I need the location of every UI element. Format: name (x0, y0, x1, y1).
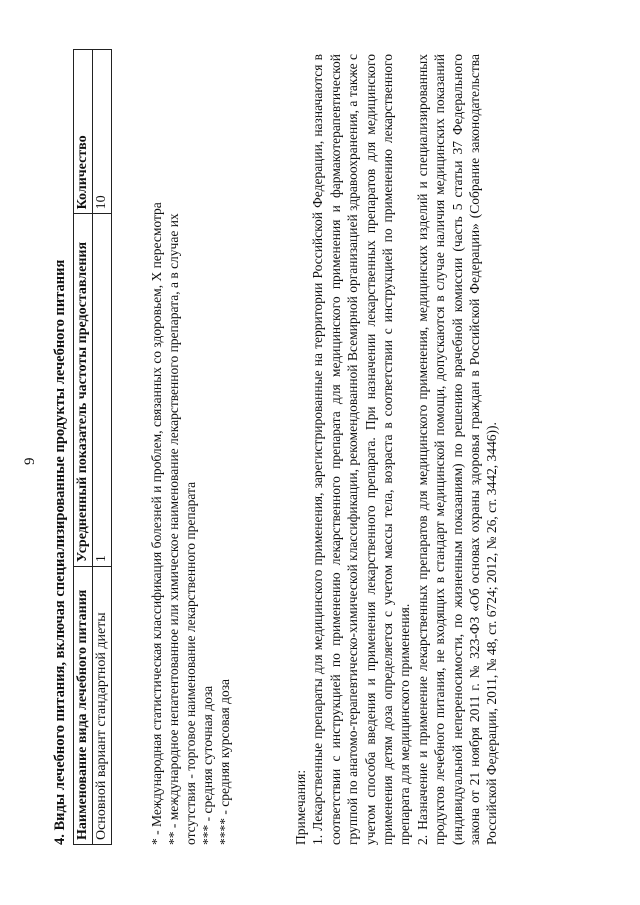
diet-table (73, 49, 112, 845)
footnote-daily-dose: *** - средняя суточная доза (200, 685, 215, 845)
note-1: 1. Лекарственные препараты для медицинского применения, зарегистрированные на территории Российской Федерации, назначаются в соответствии с инструкцией по применению лекарственного препарата для медицинского применения и фармакотерапевтической группой по анатомо-терапевтическо-химической классификации, рекомендованной Всемирной организацией здравоохранения, а также с учетом способа введения и применения лекарственного препарата. При назначении лекарственных препаратов для медицинского применения детям доза определяется с учетом массы тела, возраста в соответствии с инструкцией по применению лекарственного препарата для медицинского применения. (310, 54, 413, 845)
footnote-icd: * - Международная статистическая классификация болезней и проблем, связанных со здоровьем, X пересмотра (149, 202, 164, 845)
table-row (93, 50, 112, 845)
page-number: 9 (22, 457, 38, 465)
footnote-course-dose: **** - средняя курсовая доза (217, 678, 232, 845)
footnotes (148, 55, 233, 845)
footnote-inn-cont: отсутствия - торговое наименование лекарственного препарата (183, 481, 198, 845)
cell-diet-name: Основной вариант стандартной диеты (93, 567, 112, 845)
notes-heading: Примечания: (293, 769, 308, 845)
table-header-row (74, 50, 93, 845)
notes-section (292, 54, 501, 845)
footnote-inn: ** - международное непатентованное или химическое наименование лекарственного препарата, а в случае их (166, 213, 181, 845)
section-title: 4. Виды лечебного питания, включая специализированные продукты лечебного питания (52, 259, 68, 845)
column-header-name: Наименование вида лечебного питания (74, 567, 93, 845)
column-header-frequency: Усредненный показатель частоты предоставления (74, 214, 93, 567)
column-header-quantity: Количество (74, 50, 93, 214)
cell-frequency: 1 (93, 214, 112, 567)
cell-quantity: 10 (93, 50, 112, 214)
note-2: 2. Назначение и применение лекарственных препаратов для медицинского применения, медицинских изделий и специализированных продуктов лечебного питания, не входящих в стандарт медицинской помощи, допускаются в случае наличия медицинских показаний (индивидуальной непереносимости, по жизненным показаниям) по решению врачебной комиссии (часть 5 статьи 37 Федерального закона от 21 ноября 2011 г. № 323-ФЗ «Об основах охраны здоровья граждан в Российской Федерации» (Собрание законодательства Российской Федерации, 2011, № 48, ст. 6724; 2012, № 26, ст. 3442, 3446)). (414, 54, 500, 845)
